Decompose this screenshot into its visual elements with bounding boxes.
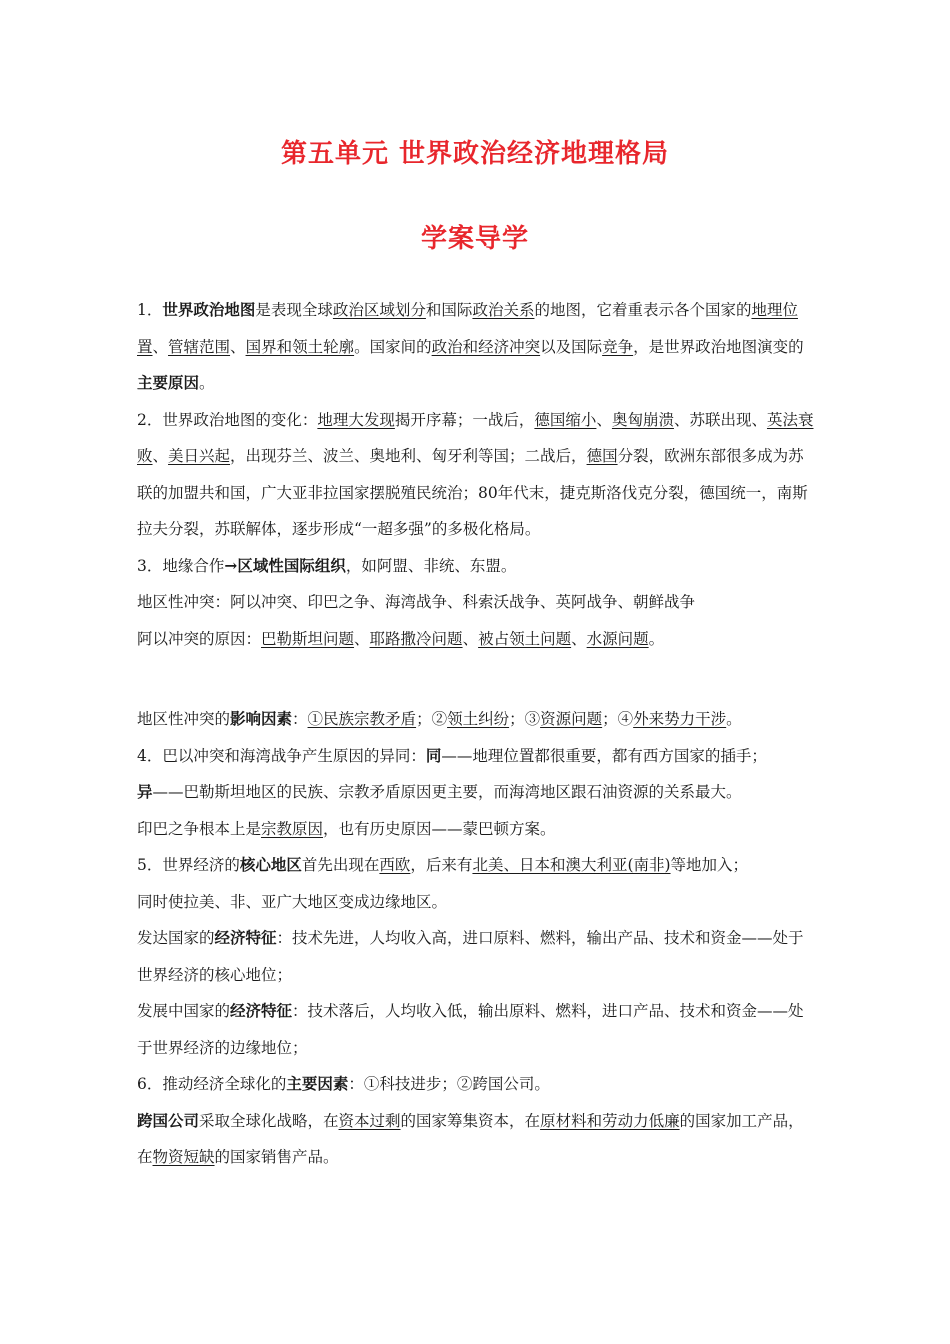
- text-run: 首先出现在: [301, 856, 380, 874]
- bold-term: 异: [137, 782, 153, 801]
- bold-term: 主要原因: [137, 373, 200, 392]
- text-run: 。: [726, 710, 742, 728]
- text-run: ——地理位置都很重要，都有西方国家的插手；: [441, 746, 767, 765]
- bold-term: 跨国公司: [137, 1110, 200, 1130]
- underlined-term: 国界和领土轮廓: [245, 337, 355, 356]
- bold-term: 经济特征: [230, 1001, 293, 1020]
- text-run: 发展中国家的: [137, 1002, 231, 1020]
- text-run: 分裂，欧洲东部很多成为苏联的加盟共和国，广大亚非拉国家摆脱殖民统治；80年代末，捷克斯洛伐克分裂，德国统一，南斯拉夫分裂，苏联解体，逐步形成“一超多强”的多极化格局。: [137, 447, 808, 538]
- underlined-term: 英法衰败: [137, 410, 814, 465]
- text-run: 、: [571, 629, 587, 648]
- underlined-term: 管辖范围: [168, 337, 231, 356]
- text-run: 。: [648, 629, 665, 648]
- text-run: 的国家筹集资本，在: [400, 1111, 541, 1130]
- text-run: 。: [199, 374, 215, 392]
- text-run: ；④: [602, 710, 634, 728]
- text-run: 、: [462, 629, 479, 648]
- text-run: 、: [152, 447, 169, 465]
- text-run: 和国际: [425, 301, 473, 319]
- paragraph: [137, 847, 817, 884]
- bold-term: 核心地区: [239, 855, 302, 874]
- text-run: 的地图，它着重表示各个国家的: [534, 301, 752, 319]
- text-run: 的国家加工产品，在: [137, 1111, 804, 1166]
- text-run: 、: [354, 629, 370, 648]
- underlined-term: 地理位置: [137, 301, 798, 356]
- text-run: 阿以冲突的原因：: [137, 629, 262, 648]
- document-subtitle: 学案导学: [420, 224, 529, 254]
- underlined-term: 奥匈崩溃: [611, 410, 674, 429]
- text-run: 采取全球化战略，在: [199, 1111, 339, 1130]
- text-run: 同时使拉美、非、亚广大地区变成边缘地区。: [137, 892, 448, 911]
- paragraph-spacer: [137, 657, 817, 701]
- bold-term: 主要因素: [286, 1074, 349, 1093]
- bold-term: 经济特征: [214, 928, 277, 947]
- text-run: 、苏联出现、: [673, 410, 767, 429]
- bold-term: 影响因素: [230, 709, 293, 728]
- underlined-term: 美日兴起: [168, 447, 231, 465]
- underlined-term: 西欧: [379, 856, 411, 874]
- text-run: ，出现芬兰、波兰、奥地利、匈牙利等国；二战后，: [230, 447, 587, 465]
- text-run: 印巴之争根本上是: [137, 819, 262, 838]
- paragraph: [137, 584, 817, 621]
- paragraph: [137, 292, 817, 402]
- text-run: 2．世界政治地图的变化：: [137, 410, 318, 429]
- underlined-term: 领土纠纷: [447, 710, 510, 728]
- text-run: 等地加入；: [670, 856, 749, 874]
- text-run: ，也有历史原因——蒙巴顿方案。: [323, 819, 556, 838]
- underlined-term: 政治关系: [472, 301, 535, 319]
- underlined-term: ①民族宗教矛盾: [307, 710, 417, 728]
- text-run: ：技术落后，人均收入低，输出原料、燃料，进口产品、技术和资金——处于世界经济的边缘地位；: [137, 1002, 804, 1057]
- text-run: ，如阿盟、非统、东盟。: [345, 556, 517, 575]
- underlined-term: 物资短缺: [152, 1148, 215, 1166]
- text-run: 以及国际: [540, 337, 603, 356]
- paragraph: [137, 1066, 817, 1103]
- text-run: 4．巴以冲突和海湾战争产生原因的异同：: [137, 746, 426, 765]
- paragraph: [137, 774, 817, 811]
- underlined-term: 宗教原因: [261, 819, 324, 838]
- text-run: 地区性冲突的: [137, 710, 231, 728]
- text-run: ；③: [509, 710, 541, 728]
- text-run: 发达国家的: [137, 929, 215, 947]
- text-run: 、: [152, 337, 169, 356]
- paragraph: [137, 920, 817, 993]
- text-run: 地区性冲突：阿以冲突、印巴之争、海湾战争、科索沃战争、英阿战争、朝鲜战争: [137, 593, 696, 611]
- text-run: 、: [596, 410, 612, 429]
- underlined-term: 被占领土问题: [478, 629, 572, 648]
- underlined-term: 原材料和劳动力低廉: [540, 1111, 680, 1130]
- paragraph: [137, 621, 817, 658]
- text-run: ，是世界政治地图演变的: [633, 337, 804, 356]
- paragraph: [137, 548, 817, 585]
- paragraph: [137, 811, 817, 848]
- text-run: 3．地缘合作: [137, 556, 225, 575]
- text-run: 5．世界经济的: [137, 856, 240, 874]
- underlined-term: 耶路撒冷问题: [369, 629, 463, 648]
- underlined-term: 北美、日本和澳大利亚(南非): [472, 856, 671, 874]
- bold-term: 同: [425, 745, 442, 765]
- underlined-term: 巴勒斯坦问题: [261, 629, 355, 648]
- text-run: ——巴勒斯坦地区的民族、宗教矛盾原因更主要，而海湾地区跟石油资源的关系最大。: [152, 783, 742, 801]
- paragraph: [137, 1103, 817, 1176]
- paragraph: [137, 738, 817, 775]
- paragraph: [137, 993, 817, 1066]
- text-run: ，后来有: [410, 856, 473, 874]
- underlined-term: 政治区域划分: [332, 301, 426, 319]
- underlined-term: 资本过剩: [338, 1111, 401, 1130]
- underlined-term: 地理大发现: [317, 410, 395, 429]
- document-title: 第五单元 世界政治经济地理格局: [280, 139, 670, 169]
- paragraph: [137, 701, 817, 738]
- underlined-term: 政治和经济冲突: [431, 337, 541, 356]
- text-run: 是表现全球: [255, 301, 333, 319]
- text-run: 。国家间的: [354, 337, 432, 356]
- document-body: [137, 292, 817, 1176]
- underlined-term: 德国缩小: [534, 410, 597, 429]
- text-run: 、: [230, 337, 246, 356]
- bold-term: →区域性国际组织: [224, 555, 346, 575]
- text-run: ：技术先进，人均收入高，进口原料、燃料，输出产品、技术和资金——处于世界经济的核心地位；: [137, 929, 804, 984]
- underlined-term: 外来势力干涉: [633, 710, 727, 728]
- paragraph: [137, 884, 817, 921]
- underlined-term: 资源问题: [540, 710, 603, 728]
- underlined-term: 德国: [586, 447, 618, 465]
- text-run: 1．: [137, 301, 163, 319]
- paragraph: [137, 402, 817, 548]
- text-run: ：①科技进步；②跨国公司。: [348, 1075, 550, 1093]
- text-run: 的国家销售产品。: [214, 1148, 339, 1166]
- underlined-term: 竞争: [602, 337, 634, 356]
- text-run: 揭开序幕；一战后，: [394, 410, 535, 429]
- text-run: 6．推动经济全球化的: [137, 1075, 287, 1093]
- bold-term: 世界政治地图: [162, 300, 256, 319]
- text-run: ：: [292, 710, 308, 728]
- text-run: ；②: [416, 710, 448, 728]
- underlined-term: 水源问题: [586, 629, 649, 648]
